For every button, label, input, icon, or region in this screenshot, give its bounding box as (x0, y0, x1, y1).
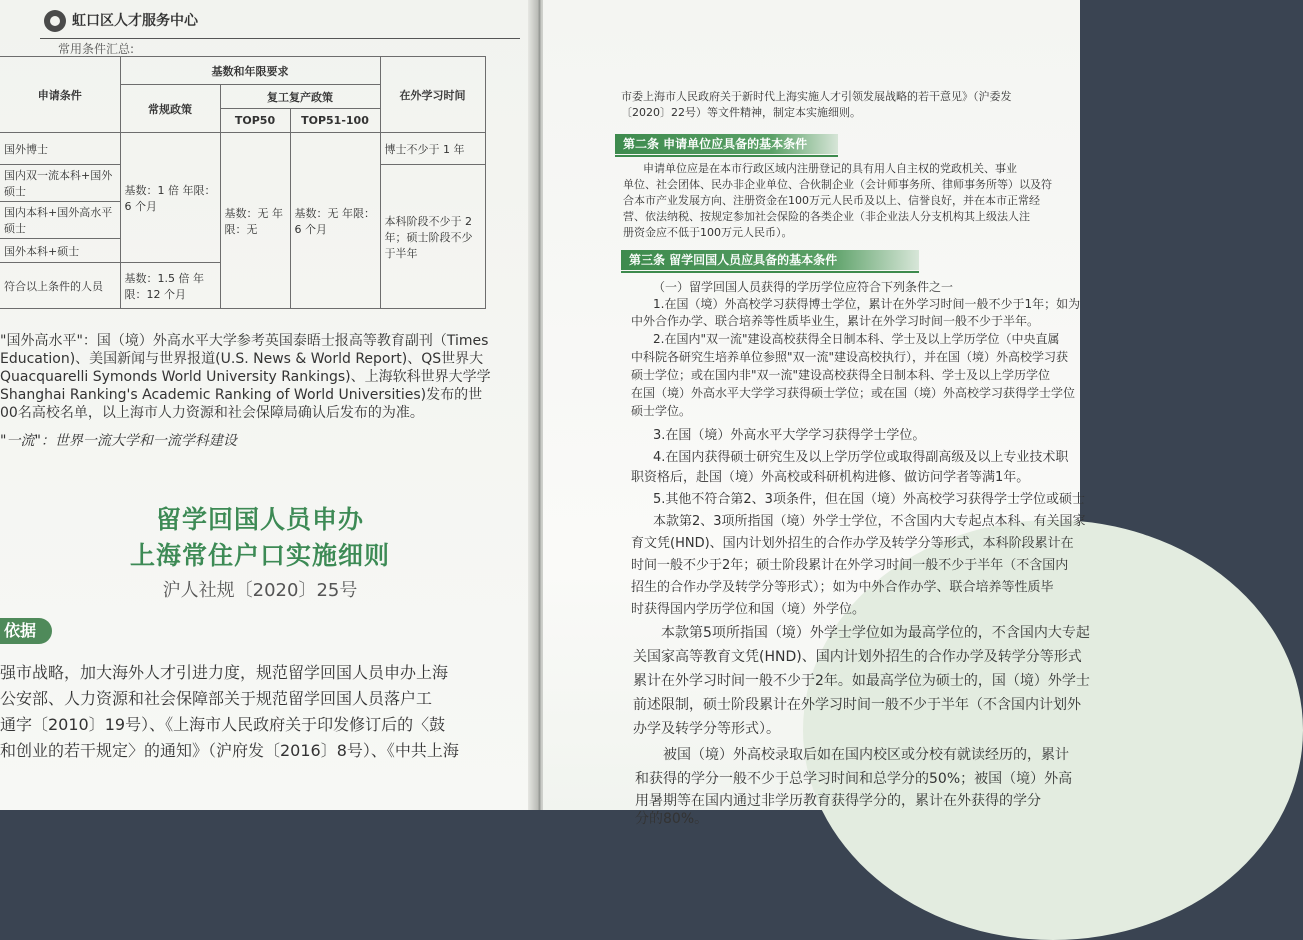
note-high-level: "国外高水平"：国（境）外高水平大学参考英国泰晤士报高等教育副刊（Times Education)、美国新闻与世界报道(U.S. News & World Report)、QS世界大 Quacquarelli Symonds World University Rankings)、上海软科世界大学学 Shanghai Ranking's Academic Ranking of World Universities)发布的世 00名高校名单，以上海市人力资源和社会保障局确认后发布的为准。 (0, 333, 491, 421)
basis-line-1: 强市战略，加大海外人才引进力度，规范留学回国人员申办上海 (0, 663, 449, 682)
doc-title-line2: 上海常住户口实施细则 (129, 541, 390, 570)
table-row: 国内本科+国外高水平硕士 (0, 202, 120, 239)
art3-line: 本款第5项所指国（境）外学士学位如为最高学位的，不含国内大专起 (661, 625, 1090, 641)
art3-line: 被国（境）外高校录取后如在国内校区或分校有就读经历的，累计 (663, 747, 1069, 763)
art2-line-5: 册资金应不低于100万元人民币）。 (623, 226, 793, 239)
intro-line-1: 市委上海市人民政府关于新时代上海实施人才引领发展战略的若干意见》（沪委发 (621, 90, 1012, 103)
art3-line: （一）留学回国人员获得的学历学位应符合下列条件之一 (653, 280, 954, 294)
table-row: 国外本科+硕士 (0, 239, 120, 263)
basis-tag: 依据 (0, 618, 52, 644)
art3-line: 在国（境）外高水平大学学习获得硕士学位；或在国（境）外高校学习获得学士学位 (631, 386, 1076, 400)
article-2-heading: 第二条 申请单位应具备的基本条件 (615, 134, 838, 154)
art3-line: 中外合作办学、联合培养等性质毕业生，累计在外学习时间一般不少于半年。 (631, 314, 1040, 328)
top50-cell: 基数：无 年限：无 (220, 133, 290, 309)
art2-line-2: 单位、社会团体、民办非企业单位、合伙制企业（会计师事务所、律师事务所等）以及符 (623, 178, 1052, 191)
doc-number: 沪人社规〔2020〕25号 (162, 580, 358, 601)
basis-line-4: 和创业的若干规定〉的通知》（沪府发〔2016〕8号）、《中共上海 (0, 741, 459, 760)
art2-line-3: 合本市产业发展方向、注册资金在100万元人民币及以上、信誉良好，并在本市正常经 (623, 194, 1040, 207)
art3-line: 中科院各研究生培养单位参照"双一流"建设高校执行），并在国（境）外高校学习获 (631, 350, 1069, 364)
table-row: 符合以上条件的人员 (0, 263, 120, 309)
art3-line: 分的80%。 (635, 811, 709, 827)
top51-cell: 基数：无 年限：6 个月 (290, 133, 380, 309)
art3-line: 前述限制，硕士阶段累计在外学习时间一般不少于半年（不含国内计划外 (633, 697, 1081, 713)
th-top50: TOP50 (220, 109, 290, 133)
art3-line: 本款第2、3项所指国（境）外学士学位，不含国内大专起点本科、有关国家 (653, 514, 1086, 529)
art2-line-4: 营、依法纳税、按规定参加社会保险的各类企业（非企业法人分支机构其上级法人注 (623, 210, 1030, 223)
regular-cell-1: 基数：1 倍 年限：6 个月 (120, 133, 220, 263)
art3-line: 3.在国（境）外高水平大学学习获得学士学位。 (653, 428, 926, 443)
conditions-summary-label: 常用条件汇总: (58, 42, 135, 56)
table-row: 国内双一流本科+国外硕士 (0, 165, 120, 202)
art3-line: 职资格后，赴国（境）外高校或科研机构进修、做访问学者等满1年。 (631, 470, 1030, 485)
art3-line: 硕士学位；或在国内非"双一流"建设高校获得全日制本科、学士及以上学历学位 (631, 368, 1051, 382)
regular-cell-2: 基数：1.5 倍 年限：12 个月 (120, 263, 220, 309)
art3-line: 1.在国（境）外高校学习获得博士学位，累计在外学习时间一般不少于1年；如为 (653, 297, 1081, 311)
intro-line-2: 〔2020〕22号）等文件精神，制定本实施细则。 (621, 106, 861, 119)
note-double-first-class: "一流"：世界一流大学和一流学科建设 (0, 433, 237, 449)
art3-line: 招生的合作办学及转学分等形式）；如为中外合作办学、联合培养等性质毕 (631, 580, 1054, 595)
org-name: 虹口区人才服务中心 (72, 13, 198, 29)
right-page (543, 0, 1090, 827)
art3-line: 用暑期等在国内通过非学历教育获得学分的，累计在外获得的学分 (635, 793, 1041, 809)
article-3-heading: 第三条 留学回国人员应具备的基本条件 (621, 250, 919, 270)
basis-line-3: 通字〔2010〕19号）、《上海市人民政府关于印发修订后的〈鼓 (0, 715, 446, 734)
th-resume: 复工复产政策 (220, 85, 380, 109)
th-condition: 申请条件 (0, 57, 120, 133)
abroad-cell-1: 博士不少于 1 年 (380, 133, 485, 165)
th-abroad: 在外学习时间 (380, 57, 485, 133)
art3-line: 累计在外学习时间一般不少于2年。如最高学位为硕士的，国（境）外学士 (633, 673, 1090, 689)
abroad-cell-2: 本科阶段不少于 2年；硕士阶段不少于半年 (380, 165, 485, 309)
art3-line: 关国家高等教育文凭(HND)、国内计划外招生的合作办学及转学分等形式 (633, 649, 1082, 665)
header-divider (40, 38, 520, 39)
th-top51: TOP51-100 (290, 109, 380, 133)
org-logo-icon (44, 10, 66, 32)
art3-line: 2.在国内"双一流"建设高校获得全日制本科、学士及以上学历学位（中央直属 (653, 332, 1060, 346)
art3-line: 4.在国内获得硕士研究生及以上学历学位或取得副高级及以上专业技术职 (653, 450, 1069, 465)
doc-title-line1: 留学回国人员申办 (155, 505, 364, 534)
basis-line-2: 公安部、人力资源和社会保障部关于规范留学回国人员落户工 (0, 689, 433, 708)
art3-line: 5.其他不符合第2、3项条件，但在国（境）外高校学习获得学士学位或硕士 (653, 492, 1085, 507)
art3-line: 时间一般不少于2年；硕士阶段累计在外学习时间一般不少于半年（不含国内 (631, 558, 1069, 573)
th-base-years: 基数和年限要求 (120, 57, 380, 85)
art2-line-1: 申请单位应是在本市行政区域内注册登记的具有用人自主权的党政机关、事业 (643, 162, 1017, 175)
th-regular: 常规政策 (120, 85, 220, 133)
art3-line: 时获得国内学历学位和国（境）外学位。 (631, 602, 866, 617)
left-page (0, 0, 535, 810)
art3-line: 和获得的学分一般不少于总学习时间和总学分的50%；被国（境）外高 (635, 771, 1073, 787)
art3-line: 办学及转学分等形式）。 (633, 721, 780, 737)
art3-line: 硕士学位。 (631, 404, 692, 418)
page-header (40, 0, 520, 44)
requirements-table (0, 56, 486, 309)
table-row: 国外博士 (0, 133, 120, 165)
art3-line: 育文凭(HND)、国内计划外招生的合作办学及转学分等形式，本科阶段累计在 (631, 536, 1074, 551)
